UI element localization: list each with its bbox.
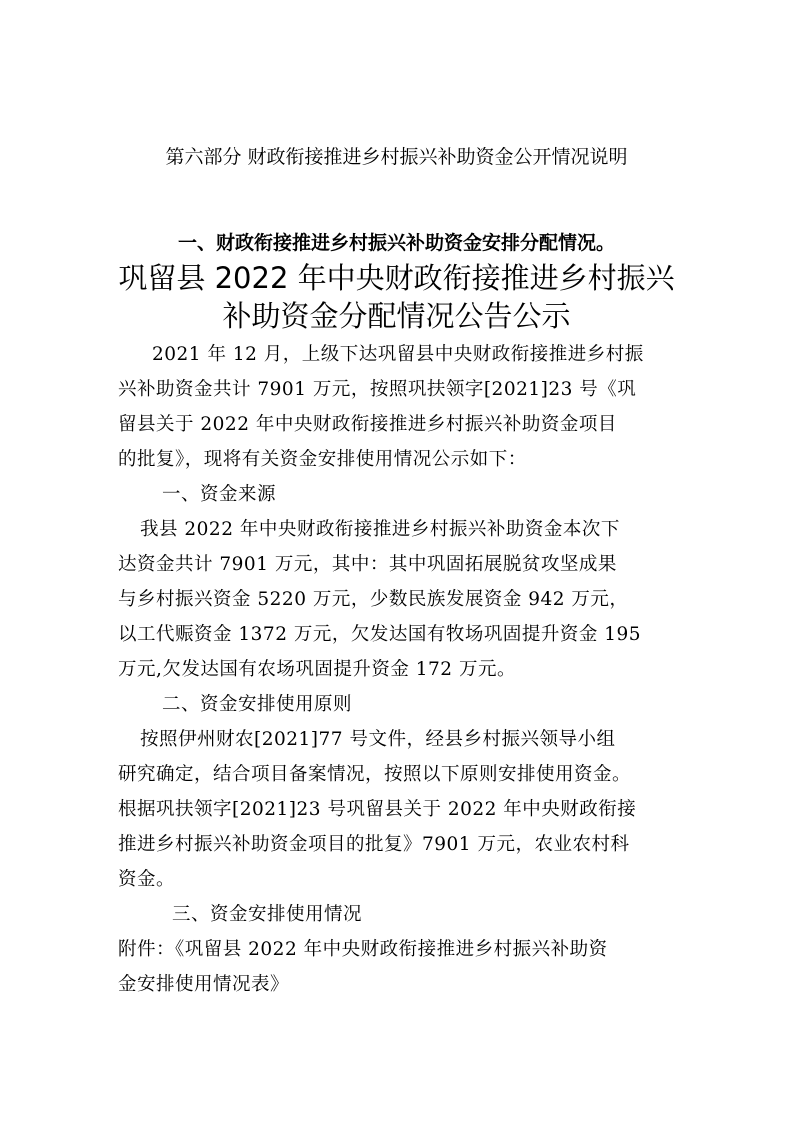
heading-usage-principles xyxy=(118,687,673,722)
text-line: 一、资金来源 xyxy=(162,484,277,505)
text-line: 兴补助资金共计 7901 万元，按照巩扶领字[2021]23 号《巩 xyxy=(118,379,637,400)
text-line: 二、资金安排使用原则 xyxy=(162,694,353,715)
text-line: 金安排使用情况表》 xyxy=(118,974,290,995)
text-line: 按照伊州财农[2021]77 号文件，经县乡村振兴领导小组 xyxy=(140,729,616,750)
intro-paragraph xyxy=(118,337,673,477)
text-line: 留县关于 2022 年中央财政衔接推进乡村振兴补助资金项目 xyxy=(118,414,617,435)
text-line: 三、资金安排使用情况 xyxy=(172,904,363,925)
main-title-line-2: 补助资金分配情况公告公示 xyxy=(222,299,571,333)
section-heading: 一、财政衔接推进乡村振兴补助资金安排分配情况。 xyxy=(177,232,615,254)
text-line: 根据巩扶领字[2021]23 号巩留县关于 2022 年中央财政衔接 xyxy=(118,799,637,820)
text-line: 的批复》，现将有关资金安排使用情况公示如下： xyxy=(118,449,527,470)
text-line: 研究确定，结合项目备案情况，按照以下原则安排使用资金。 xyxy=(118,764,632,785)
text-line: 万元,欠发达国有农场巩固提升资金 172 万元。 xyxy=(118,659,516,680)
section-1-paragraph xyxy=(118,512,673,687)
heading-funding-source xyxy=(118,477,673,512)
main-title xyxy=(0,259,793,335)
text-line: 推进乡村振兴补助资金项目的批复》7901 万元，农业农村科 xyxy=(118,834,630,855)
text-line: 与乡村振兴资金 5220 万元，少数民族发展资金 942 万元， xyxy=(118,589,629,610)
text-line: 达资金共计 7901 万元，其中：其中巩固拓展脱贫攻坚成果 xyxy=(118,554,617,575)
heading-usage-status xyxy=(118,897,673,932)
attachment-note xyxy=(118,932,673,1002)
text-line: 2021 年 12 月，上级下达巩留县中央财政衔接推进乡村振 xyxy=(152,344,644,365)
part-title: 第六部分 财政衔接推进乡村振兴补助资金公开情况说明 xyxy=(165,146,628,168)
section-2-paragraph xyxy=(118,722,673,897)
main-title-line-1: 巩留县 2022 年中央财政衔接推进乡村振兴 xyxy=(118,261,675,295)
text-line: 我县 2022 年中央财政衔接推进乡村振兴补助资金本次下 xyxy=(140,519,620,540)
text-line: 附件：《巩留县 2022 年中央财政衔接推进乡村振兴补助资 xyxy=(118,939,608,960)
text-line: 以工代赈资金 1372 万元，欠发达国有牧场巩固提升资金 195 xyxy=(118,624,642,645)
text-line: 资金。 xyxy=(118,869,176,890)
